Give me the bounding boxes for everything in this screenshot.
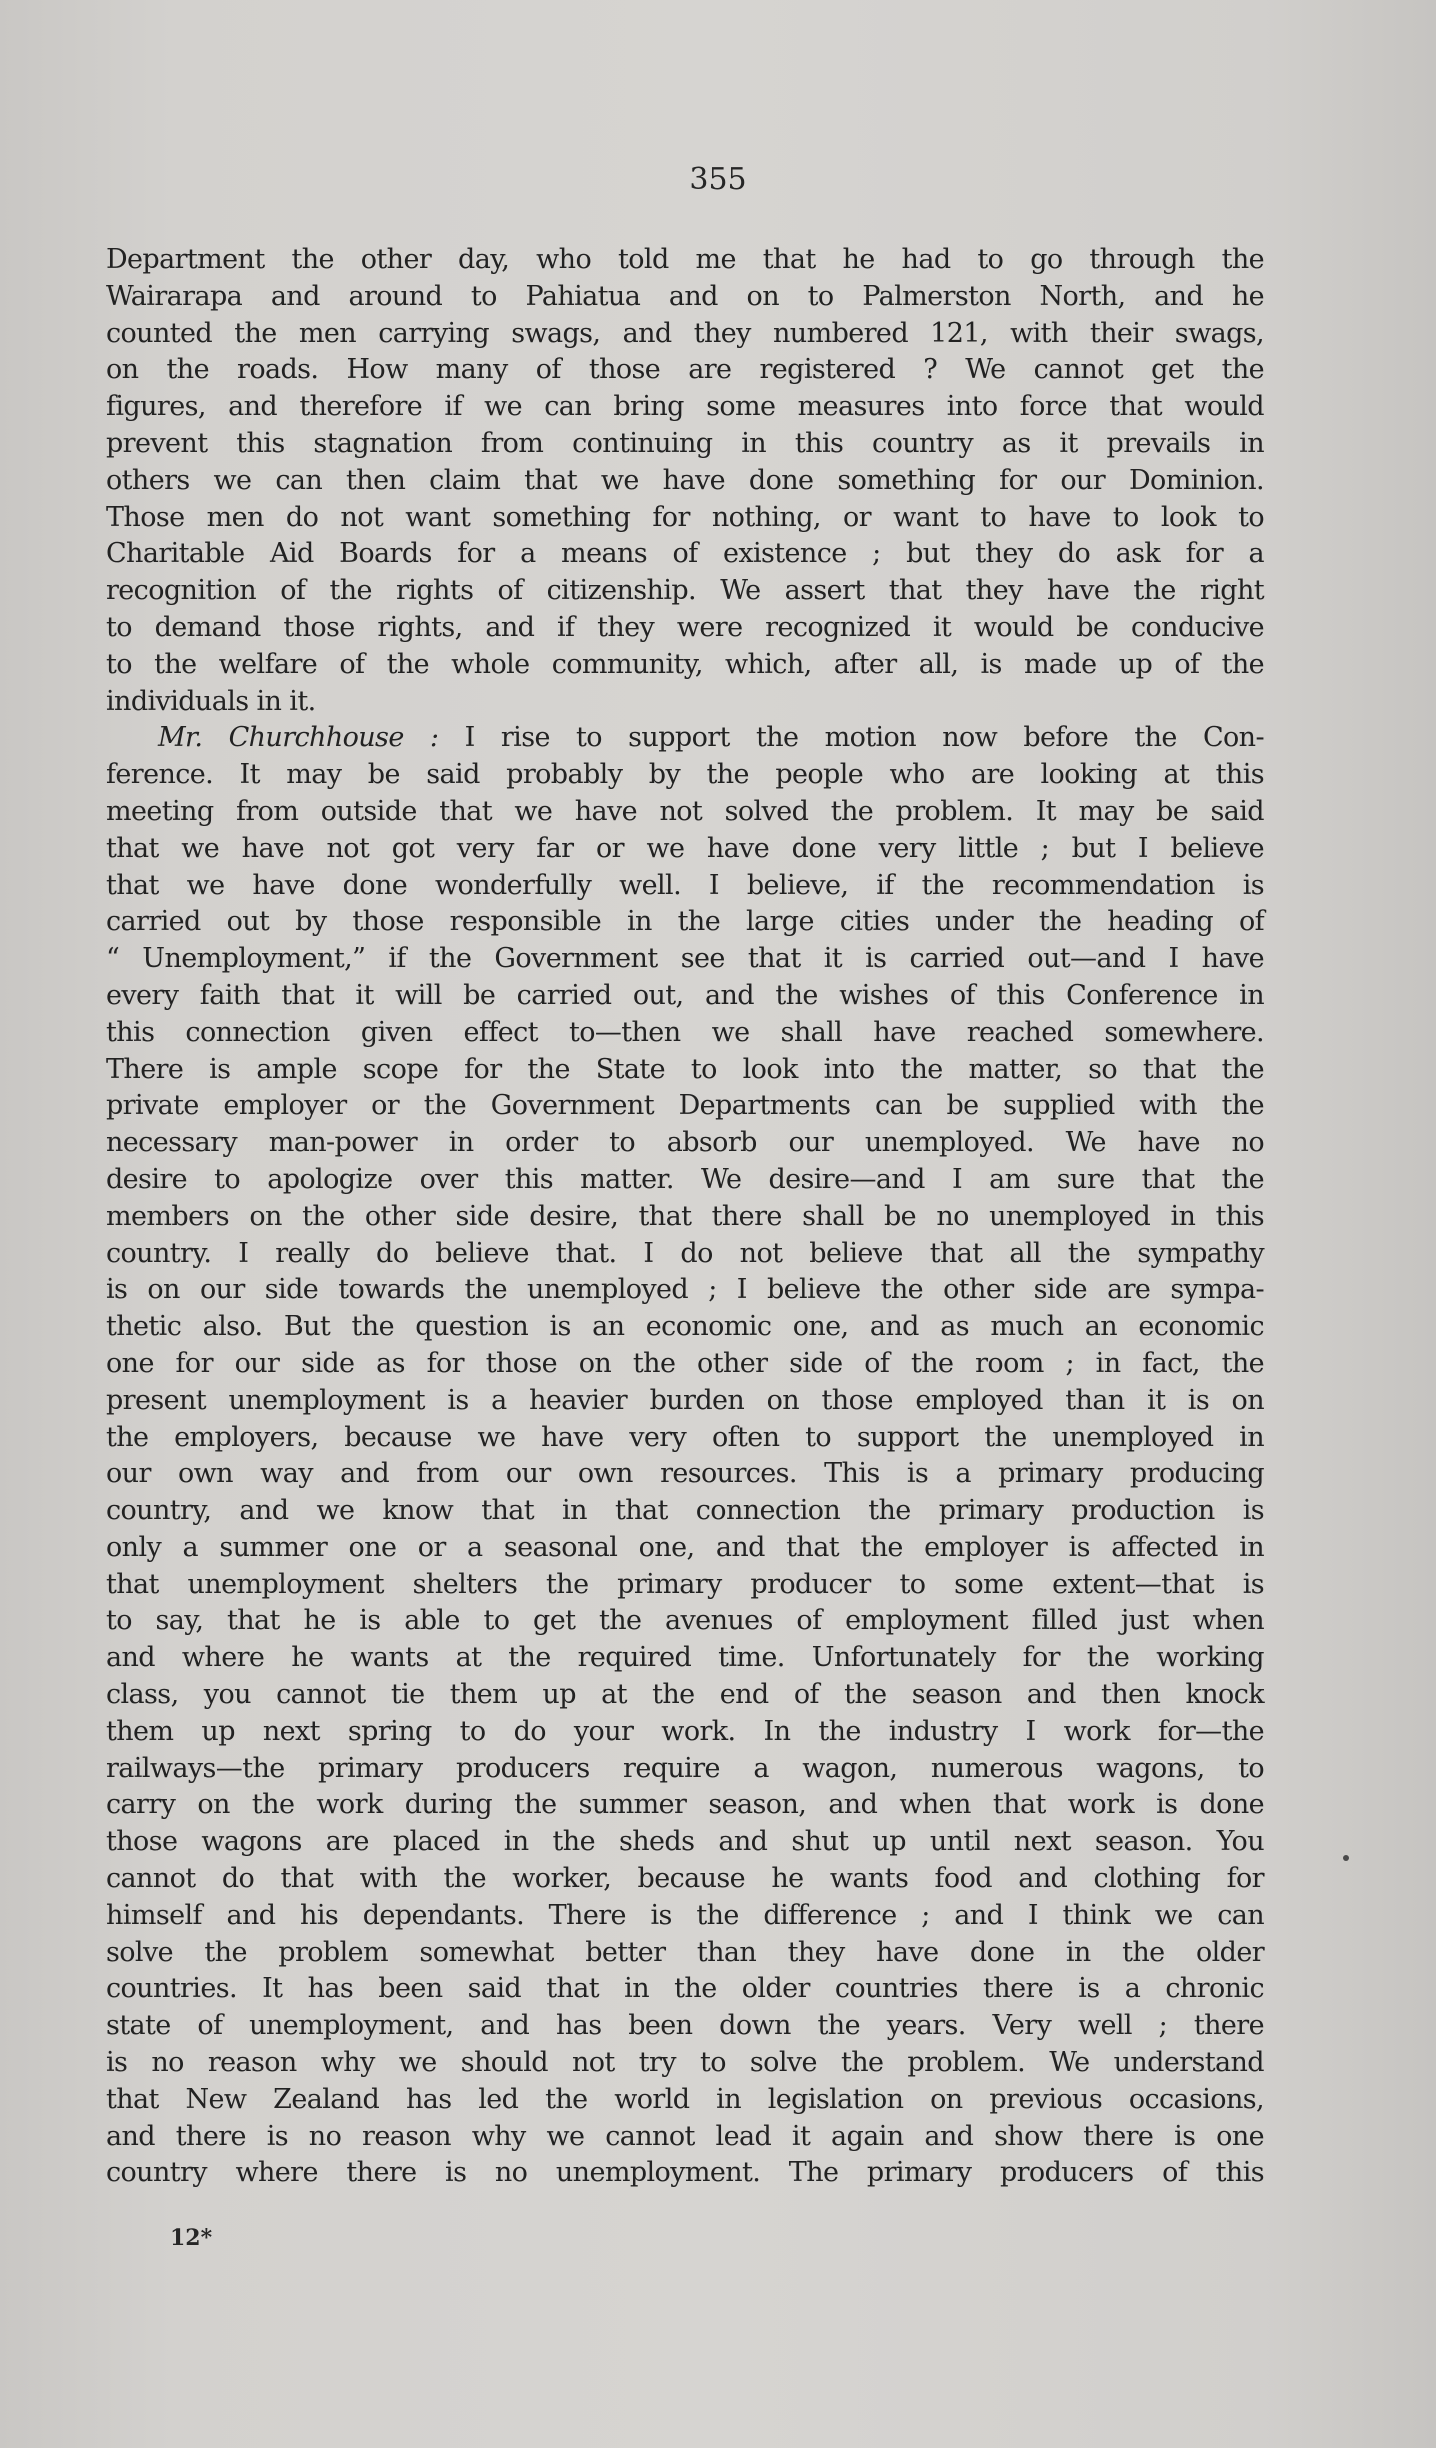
- line-text: Department the other day, who told me that he had to go through the: [106, 244, 1264, 275]
- text-line: [106, 1052, 1264, 1089]
- text-line: [106, 1567, 1264, 1604]
- line-text: is on our side towards the unemployed ; I believe the other side are sympa-: [106, 1274, 1264, 1306]
- line-text: is no reason why we should not try to solve the problem. We understand: [106, 2047, 1264, 2079]
- text-line: [106, 1125, 1264, 1162]
- line-text: the employers, because we have very often to support the unemployed in: [106, 1421, 1264, 1453]
- text-line: [106, 1346, 1264, 1383]
- line-text: himself and his dependants. There is the difference ; and I think we can: [106, 1899, 1264, 1931]
- text-line: [106, 941, 1264, 978]
- line-text: this connection given effect to—then we shall have reached somewhere.: [106, 1016, 1264, 1048]
- line-text: only a summer one or a seasonal one, and that the employer is affected in: [106, 1531, 1264, 1563]
- paper-speck: [1343, 1855, 1349, 1861]
- text-line: [106, 1236, 1264, 1273]
- line-text: them up next spring to do your work. In the industry I work for—the: [106, 1715, 1264, 1747]
- line-text: country. I really do believe that. I do not believe that all the sympathy: [106, 1237, 1264, 1269]
- text-line: [106, 2119, 1264, 2156]
- text-line: [106, 647, 1264, 684]
- text-line: [106, 279, 1264, 316]
- line-text: railways—the primary producers require a wagon, numerous wagons, to: [106, 1752, 1264, 1784]
- line-text: Charitable Aid Boards for a means of existence ; but they do ask for a: [106, 538, 1264, 570]
- text-line: [106, 242, 1264, 279]
- text-line: [106, 1015, 1264, 1052]
- line-text: cannot do that with the worker, because he wants food and clothing for: [106, 1863, 1264, 1895]
- line-text: carry on the work during the summer season, and when that work is done: [106, 1789, 1264, 1821]
- text-line: [106, 1787, 1264, 1824]
- line-text: necessary man-power in order to absorb our unemployed. We have no: [106, 1127, 1264, 1159]
- line-text: ference. It may be said probably by the people who are looking at this: [106, 759, 1264, 791]
- text-line: [106, 1383, 1264, 1420]
- text-line: [106, 1898, 1264, 1935]
- line-text: country, and we know that in that connection the primary production is: [106, 1495, 1264, 1527]
- line-text: to the welfare of the whole community, which, after all, is made up of the: [106, 648, 1264, 680]
- speaker-name: Mr. Churchhouse :: [158, 722, 439, 754]
- line-text: on the roads. How many of those are registered ? We cannot get the: [106, 354, 1264, 386]
- text-line: [106, 1456, 1264, 1493]
- line-text: “ Unemployment,” if the Government see that it is carried out—and I have: [106, 943, 1264, 975]
- text-line: [106, 316, 1264, 353]
- text-line: [106, 1971, 1264, 2008]
- text-line: [106, 1272, 1264, 1309]
- line-text: and there is no reason why we cannot lead it again and show there is one: [106, 2120, 1264, 2152]
- text-line: [106, 1824, 1264, 1861]
- text-line: [106, 536, 1264, 573]
- text-line: [106, 610, 1264, 647]
- text-line: [106, 2008, 1264, 2045]
- text-line: [106, 1861, 1264, 1898]
- text-line: [106, 426, 1264, 463]
- text-line: [106, 1162, 1264, 1199]
- line-text: meeting from outside that we have not solved the problem. It may be said: [106, 795, 1264, 827]
- text-line: [106, 463, 1264, 500]
- text-line: [106, 389, 1264, 426]
- line-text: that we have not got very far or we have done very little ; but I believe: [106, 832, 1264, 864]
- line-text: every faith that it will be carried out, and the wishes of this Conference in: [106, 979, 1264, 1011]
- text-line: [106, 684, 1264, 721]
- line-text: solve the problem somewhat better than they have done in the older: [106, 1936, 1264, 1968]
- page-number: 355: [689, 162, 747, 197]
- line-text: There is ample scope for the State to look into the matter, so that the: [106, 1053, 1264, 1085]
- line-text: carried out by those responsible in the large cities under the heading of: [106, 906, 1264, 938]
- text-line: [106, 1309, 1264, 1346]
- line-text: and where he wants at the required time. Unfortunately for the working: [106, 1642, 1264, 1674]
- line-text: private employer or the Government Departments can be supplied with the: [106, 1090, 1264, 1122]
- text-line: [106, 1493, 1264, 1530]
- text-line: [106, 1420, 1264, 1457]
- text-line: [106, 1677, 1264, 1714]
- text-line: [106, 1714, 1264, 1751]
- line-text: Wairarapa and around to Pahiatua and on to Palmerston North, and he: [106, 280, 1264, 312]
- text-line: [106, 1640, 1264, 1677]
- line-text: state of unemployment, and has been down the years. Very well ; there: [106, 2010, 1264, 2042]
- line-text: that New Zealand has led the world in legislation on previous occasions,: [106, 2083, 1264, 2115]
- line-text: I rise to support the motion now before the Con-: [438, 722, 1264, 754]
- line-text: thetic also. But the question is an economic one, and as much an economic: [106, 1311, 1264, 1343]
- text-line: [106, 352, 1264, 389]
- line-text: those wagons are placed in the sheds and shut up until next season. You: [106, 1826, 1264, 1858]
- line-text: prevent this stagnation from continuing in this country as it prevails in: [106, 427, 1264, 459]
- line-text: to say, that he is able to get the avenues of employment filled just when: [106, 1605, 1264, 1637]
- text-line: [106, 2082, 1264, 2119]
- line-text: members on the other side desire, that there shall be no unemployed in this: [106, 1200, 1264, 1232]
- text-line: [106, 794, 1264, 831]
- line-text: present unemployment is a heavier burden on those employed than it is on: [106, 1384, 1264, 1416]
- line-text: that we have done wonderfully well. I believe, if the recommendation is: [106, 869, 1264, 901]
- text-line: [106, 1530, 1264, 1567]
- line-text: recognition of the rights of citizenship. We assert that they have the right: [106, 575, 1264, 607]
- line-text: desire to apologize over this matter. We desire—and I am sure that the: [106, 1163, 1264, 1195]
- line-text: to demand those rights, and if they were recognized it would be conducive: [106, 611, 1264, 643]
- line-text: class, you cannot tie them up at the end of the season and then knock: [106, 1679, 1264, 1711]
- text-line: [106, 2045, 1264, 2082]
- line-text: our own way and from our own resources. This is a primary producing: [106, 1458, 1264, 1490]
- text-line: [106, 904, 1264, 941]
- line-text: others we can then claim that we have done something for our Dominion.: [106, 464, 1264, 496]
- text-line: [106, 757, 1264, 794]
- line-text: Those men do not want something for nothing, or want to have to look to: [106, 501, 1264, 533]
- text-line: [106, 868, 1264, 905]
- text-line: [106, 573, 1264, 610]
- printer-signature-mark: 12*: [170, 2225, 213, 2251]
- line-text: individuals in it.: [106, 685, 316, 717]
- text-line: [106, 720, 1264, 757]
- text-line: [106, 1935, 1264, 1972]
- text-line: [106, 1199, 1264, 1236]
- line-text: country where there is no unemployment. The primary producers of this: [106, 2157, 1264, 2189]
- text-line: [106, 978, 1264, 1015]
- line-text: countries. It has been said that in the older countries there is a chronic: [106, 1973, 1264, 2005]
- text-line: [106, 1603, 1264, 1640]
- text-line: [106, 1751, 1264, 1788]
- line-text: one for our side as for those on the other side of the room ; in fact, the: [106, 1347, 1264, 1379]
- text-line: [106, 831, 1264, 868]
- text-line: [106, 1088, 1264, 1125]
- line-text: that unemployment shelters the primary producer to some extent—that is: [106, 1568, 1264, 1600]
- text-line: [106, 2155, 1264, 2192]
- line-text: counted the men carrying swags, and they numbered 121, with their swags,: [106, 317, 1264, 349]
- body-text: [106, 242, 1264, 2192]
- text-line: [106, 500, 1264, 537]
- line-text: figures, and therefore if we can bring some measures into force that would: [106, 391, 1264, 423]
